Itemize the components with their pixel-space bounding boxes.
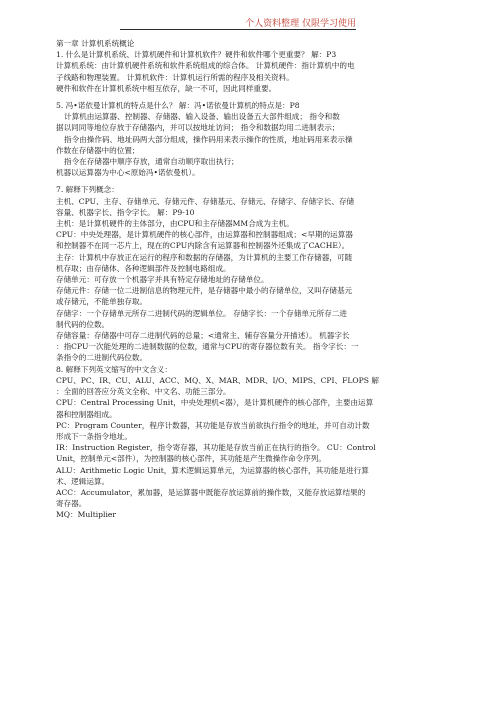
answer-line: 寄存器。 [56, 499, 87, 509]
answer-line: 主存：计算机中存放正在运行的程序和数据的存储器，为计算机的主要工作存储器，可随 [56, 252, 353, 262]
answer-line: 存储单元：可存放一个机器字并具有特定存储地址的存储单位。 [56, 275, 269, 285]
answer-line: 指令由操作码、地址码两大部分组成，操作码用来表示操作的性质，地址码用来表示操 [64, 134, 353, 144]
answer-line: 据以同同等地位存放于存储器内，并可以按地址访问； 指令和数据均用二进制表示； [56, 123, 340, 133]
document-body [56, 38, 442, 521]
answer-line: 子线路和物理装置。 计算机软件：计算机运行所需的程序及相关资料。 [56, 72, 294, 82]
question-1: 1. 什么是计算机系统、计算机硬件和计算机软件？硬件和软件哪个更重要？ 解：P3 [56, 50, 337, 60]
answer-line: PC：Program Counter，程序计数器，其功能是存放当前欲执行指令的地址，并可自动计数 [56, 420, 370, 430]
question-5: 5. 冯•诺依曼计算机的特点是什么？ 解：冯•诺依曼计算机的特点是：P8 [56, 101, 300, 111]
answer-line: ：指CPU一次能处理的二进制数据的位数，通常与CPU的寄存器位数有关。 指令字长：一 [56, 342, 359, 352]
answer-line: 机器以运算器为中心<原始冯•诺依曼机）。 [56, 168, 200, 178]
answer-line: 或存储元，不能单独存取。 [56, 297, 148, 307]
answer-line: 术、逻辑运算。 [56, 476, 110, 486]
answer-line: 硬件和软件在计算机系统中相互依存，缺一不可，因此同样重要。 [56, 83, 277, 93]
answer-line: MQ：Multiplier [56, 510, 117, 520]
answer-line: 存储字：一个存储单元所存二进制代码的逻辑单位。 存储字长：一个存储单元所存二进 [56, 308, 347, 318]
page-header [0, 14, 496, 34]
answer-line: 指令在存储器中顺序存放，通常自动顺序取出执行； [64, 157, 239, 167]
answer-line: Unit，控制单元<部件），为控制器的核心部件，其功能是产生微操作命令序列。 [56, 454, 326, 464]
answer-line: 计算机系统：由计算机硬件系统和软件系统组成的综合体。 计算机硬件：指计算机中的电 [56, 61, 355, 71]
answer-line: IR：Instruction Register，指令寄存器，其功能是存放当前正在执行的指令。 CU：Control [56, 443, 376, 453]
answer-line: 作数在存储器中的位置； [56, 145, 140, 155]
answer-line: 形成下一条指令地址。 [56, 431, 132, 441]
header-rule [120, 29, 356, 30]
answer-line: CPU、PC、IR、CU、ALU、ACC、MQ、X、MAR、MDR、I/O、MIPS、CPI、FLOPS 解 [56, 375, 379, 385]
chapter-title: 第一章 计算机系统概论 [56, 39, 135, 48]
answer-line: 制代码的位数。 [56, 319, 110, 329]
answer-line: ALU：Arithmetic Logic Unit，算术逻辑运算单元，为运算器的核心部件，其功能是进行算 [56, 465, 369, 475]
answer-line: 条指令的二进制代码位数。 [56, 353, 148, 363]
answer-line: 存储容量：存储器中可存二进制代码的总量；<通常主、辅存容量分开描述）。 机器字长 [56, 331, 350, 341]
answer-line: ACC：Accumulator，累加器，是运算器中既能存放运算前的操作数，又能存放运算结果的 [56, 487, 366, 497]
answer-line: 主机、CPU、主存、存储单元、存储元件、存储基元、存储元、存储字、存储字长、存储 [56, 196, 355, 206]
question-7: 7. 解释下列概念： [56, 185, 119, 195]
answer-line: 容量、机器字长、指令字长。 解：P9-10 [56, 207, 195, 217]
header-title: 个人资料整理 仅限学习使用 [245, 19, 356, 29]
answer-line: 存储元件：存储一位二进制信息的物理元件，是存储器中最小的存储单位，又叫存储基元 [56, 286, 353, 296]
answer-line: 计算机由运算器、控制器、存储器、输入设备、输出设备五大部件组成； 指令和数 [64, 112, 340, 122]
answer-line: 机存取；由存储体、各种逻辑部件及控制电路组成。 [56, 263, 231, 273]
answer-line: CPU：Central Processing Unit，中央处理机<器），是计算机硬件的核心部件，主要由运算 [56, 398, 374, 408]
answer-line: CPU：中央处理器，是计算机硬件的核心部件，由运算器和控制器组成；<早期的运算器 [56, 230, 353, 240]
answer-line: ：全面的回答应分英文全称、中文名、功能三部分。 [56, 387, 231, 397]
answer-line: 和控制器不在同一芯片上，现在的CPU内除含有运算器和控制器外还集成了CACHE）。 [56, 241, 350, 251]
answer-line: 主机：是计算机硬件的主体部分，由CPU和主存储器MM合成为主机。 [56, 219, 294, 229]
answer-line: 器和控制器组成。 [56, 409, 117, 419]
question-8: 8. 解释下列英文缩写的中文含义： [56, 364, 172, 374]
